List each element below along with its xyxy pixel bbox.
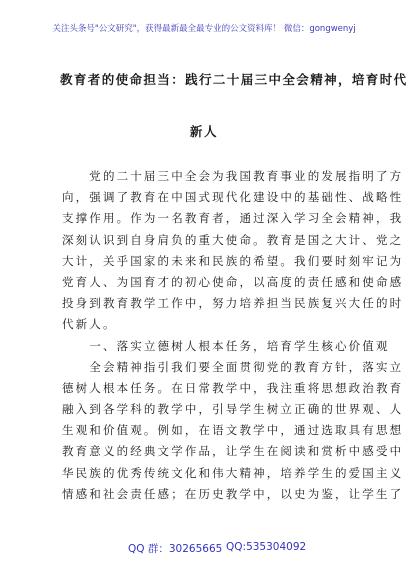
paragraph-line: 深刻认识到自身肩负的重大使命。教育是国之大计、党之 <box>62 232 404 247</box>
paragraph-line: 教育意义的经典文学作品，让学生在阅读和赏析中感受中 <box>62 444 404 459</box>
paragraph-line: 支撑作用。作为一名教育者，通过深入学习全会精神，我 <box>62 211 404 226</box>
paragraph-line: 党的二十届三中全会为我国教育事业的发展指明了方 <box>62 169 404 183</box>
paragraph-line: 华民族的优秀传统文化和伟大精神，培养学生的爱国主义 <box>62 465 404 480</box>
paragraph-line: 全会精神指引我们要全面贯彻党的教育方针，落实立 <box>62 359 404 374</box>
footer-qq-number: QQ:535304092 <box>226 541 307 553</box>
paragraph-line: 大计，关乎国家的未来和民族的希望。我们要时刻牢记为 <box>62 253 404 268</box>
footer-qq-group: QQ 群：30265665 <box>128 543 223 555</box>
document-title: 教育者的使命担当：践行二十届三中全会精神，培育时代 <box>60 72 408 87</box>
paragraph-line: 德树人根本任务。在日常教学中，我注重将思想政治教育 <box>62 380 404 395</box>
header-promo-note: 关注头条号"公文研究"，获得最新最全最专业的公文资料库！ 微信：gongwenyj <box>52 24 356 34</box>
body-paragraphs <box>62 166 404 505</box>
paragraph-line: 融入到各学科的教学中，引导学生树立正确的世界观、人 <box>62 402 404 417</box>
paragraph-line: 情感和社会责任感；在历史教学中，以史为鉴，让学生了 <box>62 486 404 501</box>
paragraph-line: 投身到教育教学工作中，努力培养担当民族复兴大任的时 <box>62 296 404 311</box>
paragraph-line: 生观和价值观。例如，在语文教学中，通过选取具有思想 <box>62 423 404 438</box>
paragraph-line: 党育人、为国育才的初心使命，以高度的责任感和使命感 <box>62 274 404 289</box>
section-heading: 一、落实立德树人根本任务，培育学生核心价值观 <box>62 338 390 353</box>
paragraph-line: 向，强调了教育在中国式现代化建设中的基础性、战略性 <box>62 190 404 205</box>
document-title-continued: 新人 <box>189 124 219 139</box>
paragraph-line: 代新人。 <box>62 317 117 332</box>
